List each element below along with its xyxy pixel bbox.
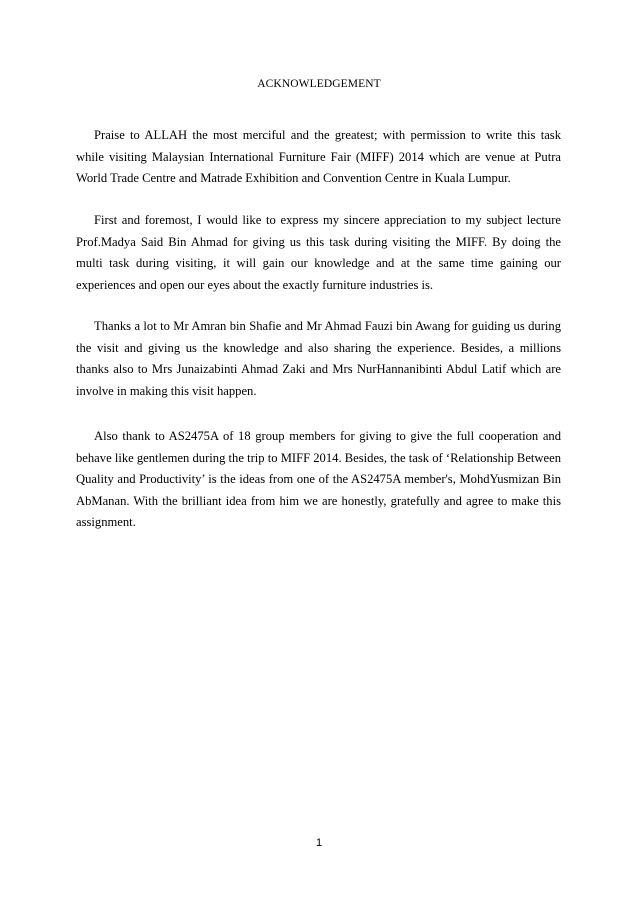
page-title: ACKNOWLEDGEMENT <box>257 78 381 90</box>
paragraph-group-thanks: Also thank to AS2475A of 18 group members for giving to give the full cooperation and behave like gentlemen during the trip to MIFF 2014. Besides, the task of ‘Relationship Between Quality and Productivity’ is the ideas from one of the AS2475A member's, MohdYusmizan Bin AbManan. With the brilliant idea from him we are honestly, gratefully and agree to make this assignment. <box>76 429 561 530</box>
paragraph-praise: Praise to ALLAH the most merciful and the greatest; with permission to write this task while visiting Malaysian International Furniture Fair (MIFF) 2014 which are venue at Putra World Trade Centre and Matrade Exhibition and Convention Centre in Kuala Lumpur. <box>76 128 561 186</box>
paragraph-appreciation: First and foremost, I would like to express my sincere appreciation to my subject lecture Prof.Madya Said Bin Ahmad for giving us this task during visiting the MIFF. By doing the multi task during visiting, it will gain our knowledge and at the same time gaining our experiences and open our eyes about the exactly furniture industries is. <box>76 213 561 292</box>
paragraph-thanks: Thanks a lot to Mr Amran bin Shafie and Mr Ahmad Fauzi bin Awang for guiding us during the visit and giving us the knowledge and also sharing the experience. Besides, a millions thanks also to Mrs Junaizabinti Ahmad Zaki and Mrs NurHannanibinti Abdul Latif which are involve in making this visit happen. <box>76 319 561 398</box>
page-number: 1 <box>315 837 323 849</box>
